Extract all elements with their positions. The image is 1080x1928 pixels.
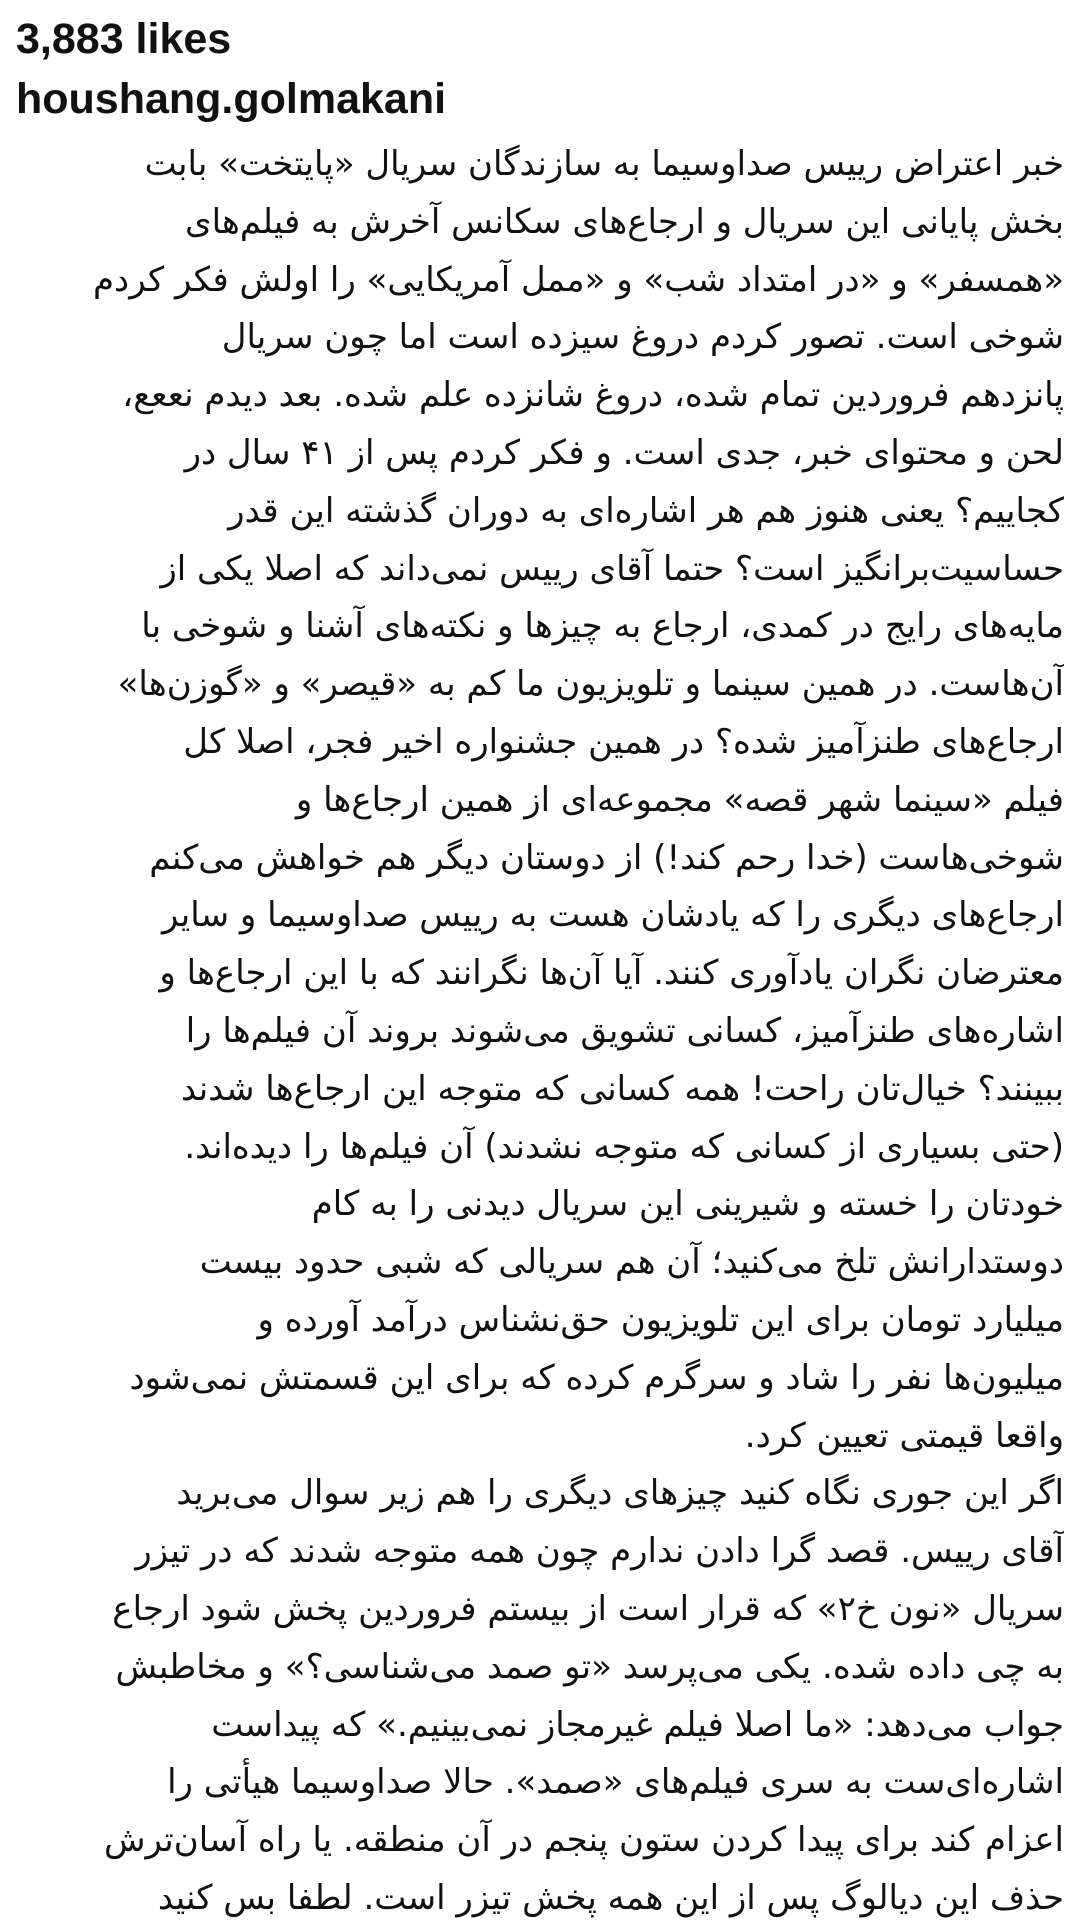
- caption-text: [16, 136, 1064, 1928]
- caption-line: شوخی‌هاست (خدا رحم کند!) از دوستان دیگر هم خواهش می‌کنم: [149, 837, 1064, 878]
- caption-line: خبر اعتراض رییس صداوسیما به سازندگان سریال «پایتخت» بابت: [144, 144, 1064, 184]
- caption-line: خودتان را خسته و شیرینی این سریال دیدنی را به کام: [311, 1184, 1064, 1225]
- caption-line: شوخی است. تصور کردم دروغ سیزده است اما چون سریال: [221, 317, 1064, 358]
- caption-line: اگر این جوری نگاه کنید چیزهای دیگری را هم زیر سوال می‌برید: [176, 1473, 1064, 1514]
- caption-line: ببینند؟ خیال‌تان راحت! همه کسانی که متوجه این ارجاع‌ها شدند: [180, 1068, 1064, 1109]
- likes-count[interactable]: 3,883 likes: [16, 15, 232, 63]
- caption-line: اشاره‌های طنزآمیز، کسانی تشویق می‌شوند بروند آن فیلم‌ها را: [185, 1010, 1064, 1051]
- caption-line: آقای رییس. قصد گرا دادن ندارم چون همه متوجه شدند که در تیزر: [135, 1531, 1064, 1572]
- caption-line: ارجاع‌های دیگری را که یادشان هست به رییس صداوسیما و سایر: [162, 895, 1064, 936]
- caption-line: پانزدهم فروردین تمام شده، دروغ شانزده علم شده. بعد دیدم نععع،: [122, 375, 1064, 416]
- caption-line: سریال «نون خ۲» که قرار است از بیستم فروردین پخش شود ارجاع: [112, 1588, 1064, 1629]
- caption-line: میلیارد تومان برای این تلویزیون حق‌نشناس درآمد آورده و: [257, 1299, 1064, 1340]
- caption-line: آن‌هاست. در همین سینما و تلویزیون ما کم به «قیصر» و «گوزن‌ها»: [117, 664, 1064, 705]
- username-link[interactable]: houshang.golmakani: [16, 75, 447, 123]
- caption-line: (حتی بسیاری از کسانی که متوجه نشدند) آن فیلم‌ها را دیده‌اند.: [184, 1126, 1064, 1167]
- caption-line: به چی داده شده. یکی می‌پرسد «تو صمد می‌شناسی؟» و مخاطبش: [115, 1646, 1064, 1687]
- caption-line: میلیون‌ها نفر را شاد و سرگرم کرده که برای این قسمتش نمی‌شود: [129, 1357, 1064, 1398]
- caption-line: فیلم «سینما شهر قصه» مجموعه‌ای از همین ارجاع‌ها و: [295, 779, 1064, 820]
- caption-line: ارجاع‌های طنزآمیز شده؟ در همین جشنواره اخیر فجر، اصلا کل: [183, 721, 1064, 762]
- caption-line: حساسیت‌برانگیز است؟ حتما آقای رییس نمی‌داند که اصلا یکی از: [160, 548, 1064, 589]
- caption-line: حذف این دیالوگ پس از این همه پخش تیزر است. لطفا بس کنید: [157, 1877, 1064, 1918]
- caption-line: اشاره‌ای‌ست به سری فیلم‌های «صمد». حالا صداوسیما هیأتی را: [167, 1762, 1064, 1803]
- caption-line: واقعا قیمتی تعیین کرد.: [744, 1415, 1064, 1456]
- caption-line: کجاییم؟ یعنی هنوز هم هر اشاره‌ای به دوران گذشته این قدر: [228, 490, 1064, 531]
- caption-line: معترضان نگران یادآوری کنند. آیا آن‌ها نگرانند که با این ارجاع‌ها و: [159, 953, 1064, 994]
- caption-line: بخش پایانی این سریال و ارجاع‌های سکانس آخرش به فیلم‌های: [184, 201, 1064, 242]
- caption-line: جواب می‌دهد: «ما اصلا فیلم غیرمجاز نمی‌بینیم.» که پیداست: [211, 1704, 1064, 1745]
- caption-line: دوستدارانش تلخ می‌کنید؛ آن هم سریالی که شبی حدود بیست: [199, 1242, 1064, 1283]
- caption-line: اعزام کند برای پیدا کردن ستون پنجم در آن منطقه. یا راه آسان‌ترش: [104, 1820, 1064, 1861]
- caption-line: مایه‌های رایج در کمدی، ارجاع به چیزها و نکته‌های آشنا و شوخی با: [141, 606, 1064, 647]
- caption-line: لحن و محتوای خبر، جدی است. و فکر کردم پس از ۴۱ سال در: [184, 432, 1064, 473]
- caption-line: «همسفر» و «در امتداد شب» و «ممل آمریکایی» را اولش فکر کردم: [93, 259, 1064, 300]
